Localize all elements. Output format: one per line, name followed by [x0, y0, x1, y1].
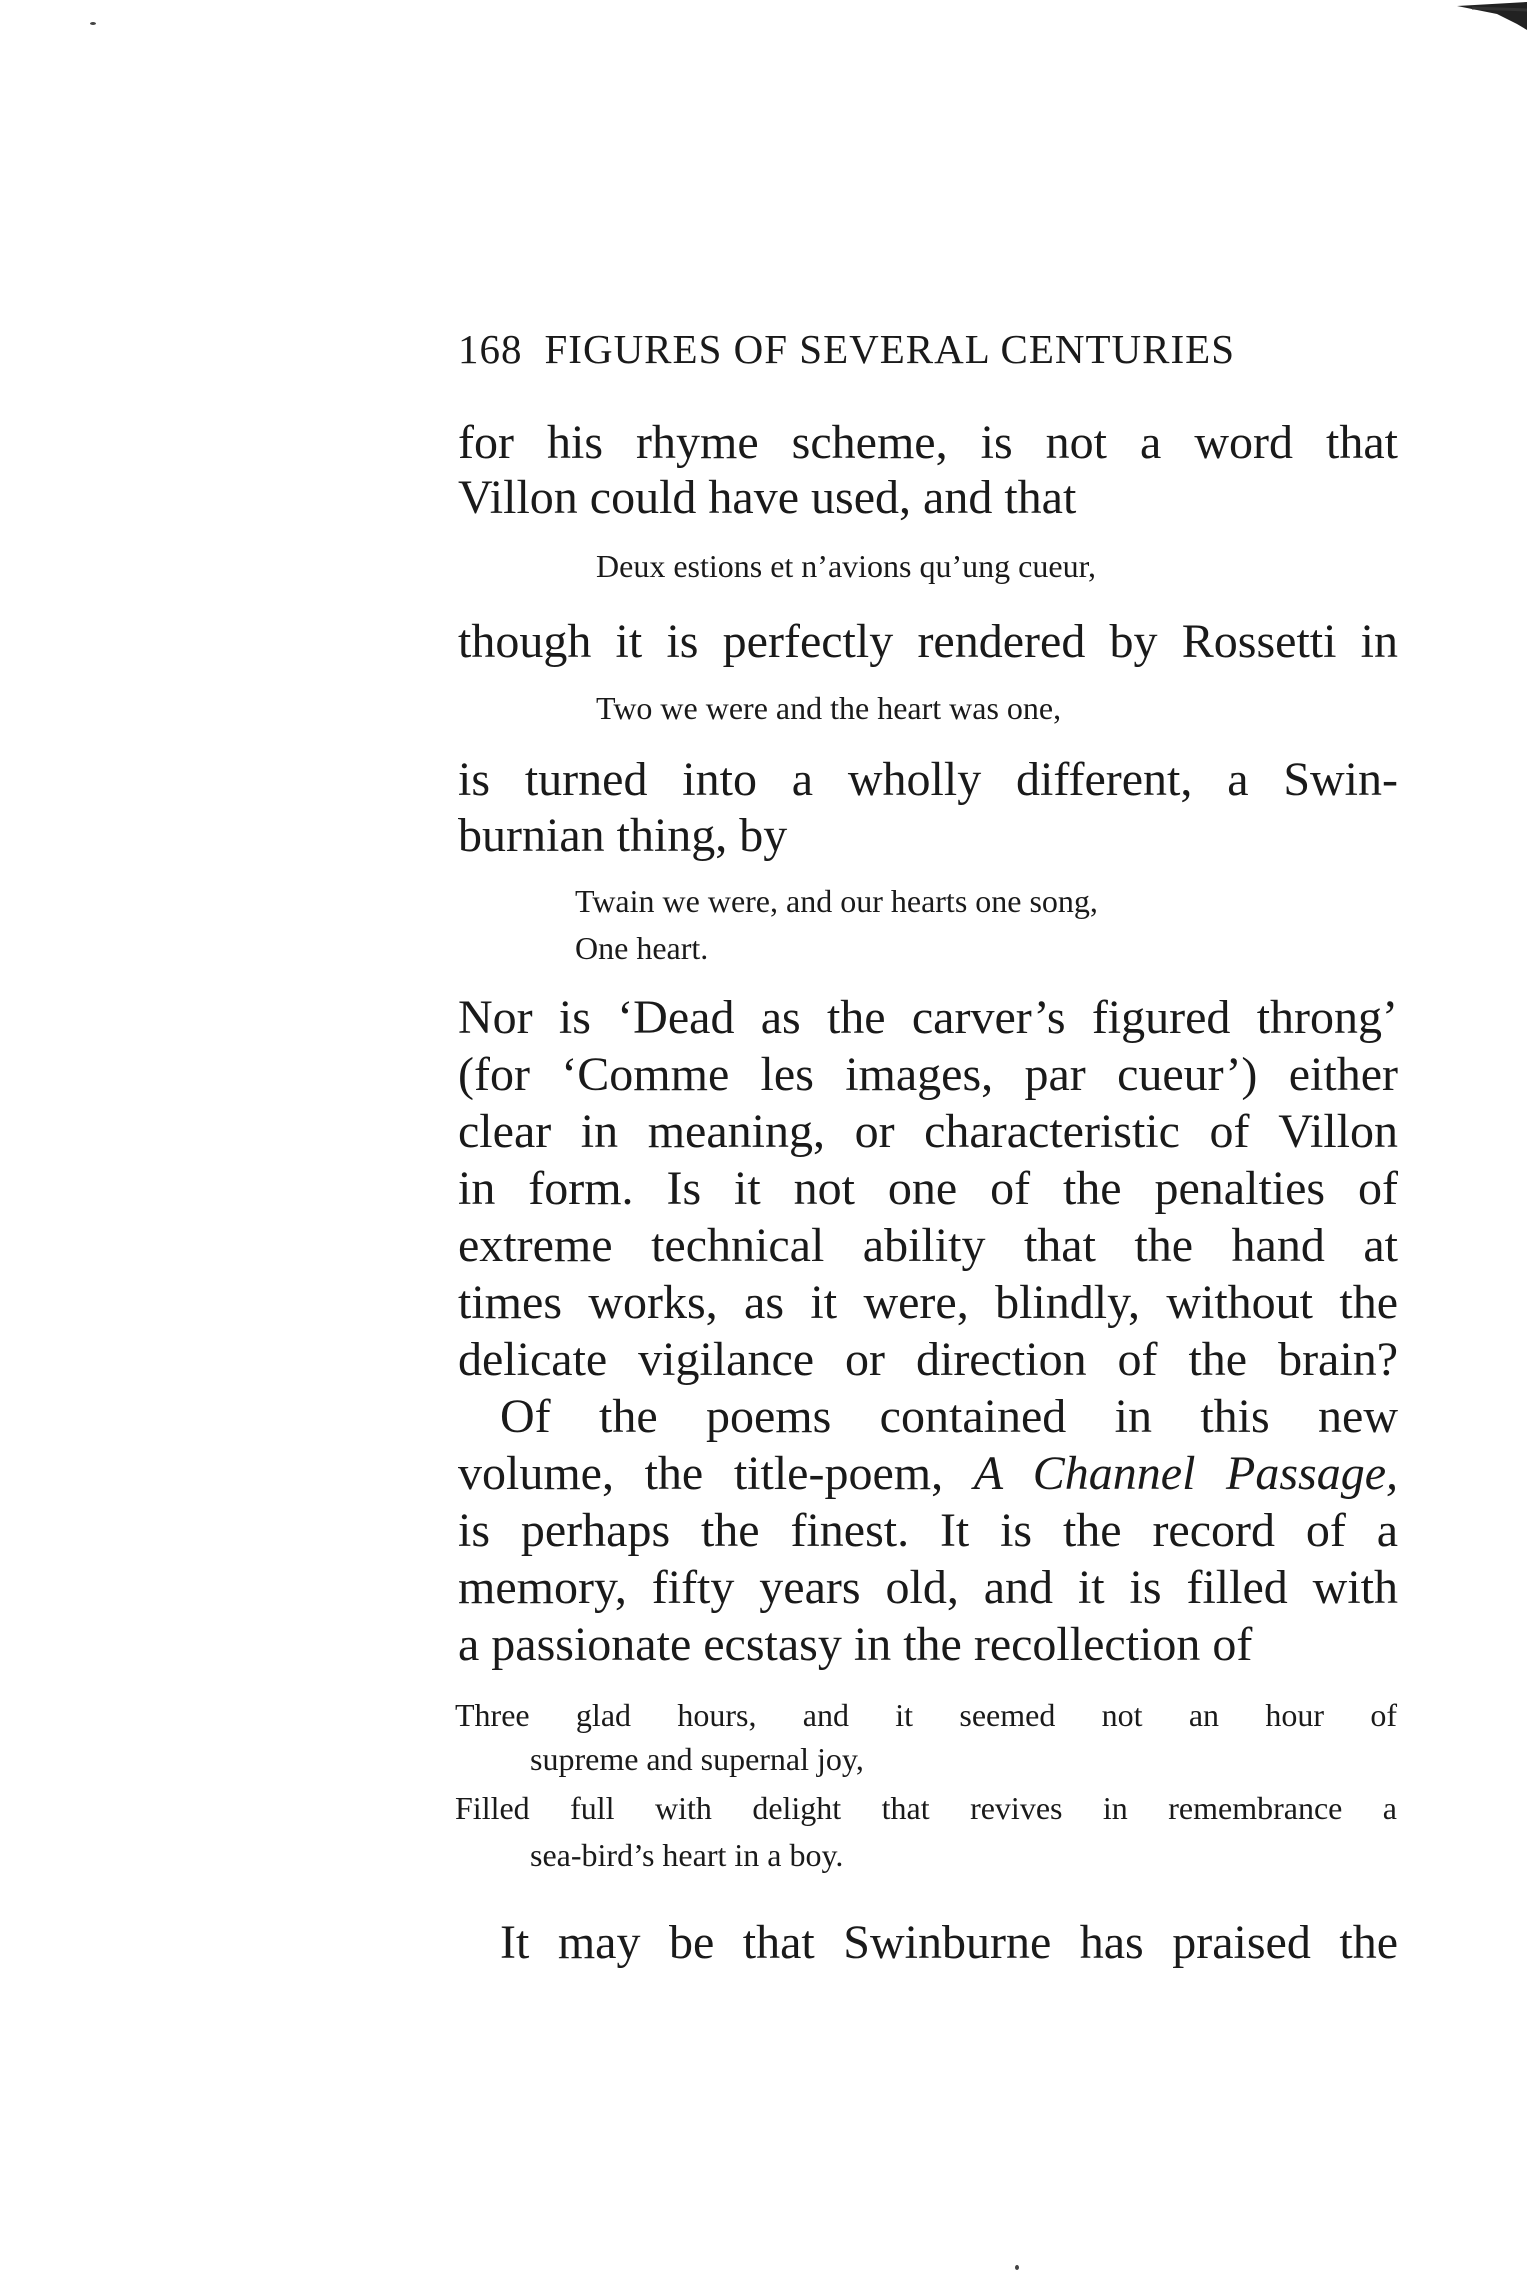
text-line: is turned into a wholly different, a Swin-: [458, 753, 1398, 806]
text-line: Nor is ‘Dead as the carver’s figured throng’: [458, 991, 1398, 1044]
text-line: [458, 1446, 1398, 1501]
text-line: delicate vigilance or direction of the brain?: [458, 1333, 1398, 1386]
quote-passage-line: sea-bird’s heart in a boy.: [530, 1837, 844, 1873]
page-edge-mark: [1417, 0, 1527, 40]
speck: [90, 22, 96, 25]
page-number: 168: [458, 326, 523, 372]
text-line: memory, fifty years old, and it is filled with: [458, 1561, 1398, 1614]
text-line: (for ‘Comme les images, par cueur’) either: [458, 1048, 1398, 1101]
text-line: in form. Is it not one of the penalties of: [458, 1162, 1398, 1215]
text-line: for his rhyme scheme, is not a word that: [458, 416, 1398, 469]
text-line: extreme technical ability that the hand at: [458, 1219, 1398, 1272]
quote-swinburne-line: Twain we were, and our hearts one song,: [575, 883, 1098, 919]
text-run: volume, the title-poem,: [458, 1447, 974, 1500]
text-line: burnian thing, by: [458, 809, 788, 862]
text-line: is perhaps the finest. It is the record of a: [458, 1504, 1398, 1557]
text-line: It may be that Swinburne has praised the: [500, 1916, 1398, 1969]
quote-passage-line: Filled full with delight that revives in remembrance a: [455, 1790, 1397, 1826]
running-title: FIGURES OF SEVERAL CENTURIES: [544, 326, 1236, 372]
quote-rossetti: Two we were and the heart was one,: [596, 690, 1062, 726]
quote-swinburne-line: One heart.: [575, 930, 709, 966]
running-header: [458, 325, 1398, 373]
speck: [1015, 2265, 1019, 2270]
text-line: Villon could have used, and that: [458, 471, 1077, 524]
text-line: times works, as it were, blindly, without the: [458, 1276, 1398, 1329]
text-line: clear in meaning, or characteristic of Villon: [458, 1105, 1398, 1158]
text-line: Of the poems contained in this new: [500, 1390, 1398, 1443]
quote-passage-line: supreme and supernal joy,: [530, 1741, 864, 1777]
quote-passage-line: Three glad hours, and it seemed not an hour of: [455, 1697, 1397, 1733]
poem-title: A Channel Passage,: [973, 1447, 1399, 1500]
text-line: though it is perfectly rendered by Rossetti in: [458, 615, 1398, 668]
text-line: a passionate ecstasy in the recollection of: [458, 1618, 1253, 1671]
quote-villon: Deux estions et n’avions qu’ung cueur,: [596, 548, 1096, 584]
